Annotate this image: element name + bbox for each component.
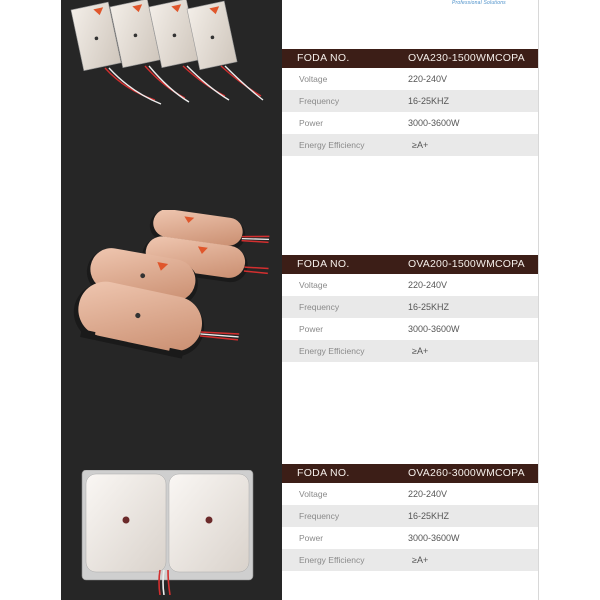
spec-header [282,464,538,483]
spec-key: Voltage [299,74,328,84]
spec-row-power [282,112,538,134]
spec-header [282,49,538,68]
spec-row-voltage [282,483,538,505]
spec-row-power [282,318,538,340]
spec-value: 16-25KHZ [408,302,450,312]
spec-row-energy-efficiency [282,134,538,156]
spec-key: Frequency [299,511,340,521]
spec-value: 220-240V [408,280,448,290]
spec-row-energy-efficiency [282,340,538,362]
spec-row-energy-efficiency [282,549,538,571]
brand-tagline: Professional Solutions [452,0,506,6]
spec-key: Energy Efficiency [299,140,365,150]
spec-value: 220-240V [408,74,448,84]
spec-value: 3000-3600W [408,324,460,334]
model-number: OVA200-1500WMCOPA [408,258,525,270]
spec-row-voltage [282,68,538,90]
spec-value: 3000-3600W [408,118,460,128]
spec-table-2 [282,255,538,362]
right-border-line [538,0,539,600]
spec-value: ≥A+ [412,555,429,565]
spec-row-frequency [282,296,538,318]
spec-table-3 [282,464,538,571]
spec-value: ≥A+ [412,140,429,150]
spec-row-frequency [282,90,538,112]
spec-key: Frequency [299,96,340,106]
spec-value: 220-240V [408,489,448,499]
spec-row-voltage [282,274,538,296]
spec-table-1 [282,49,538,156]
spec-key: Energy Efficiency [299,346,365,356]
foda-no-label: FODA NO. [297,258,350,270]
spec-key: Voltage [299,280,328,290]
spec-header [282,255,538,274]
product-image-2 [64,210,279,370]
spec-value: 16-25KHZ [408,511,450,521]
product-image-3 [80,470,255,595]
spec-key: Frequency [299,302,340,312]
spec-value: ≥A+ [412,346,429,356]
model-number: OVA230-1500WMCOPA [408,52,525,64]
spec-key: Power [299,324,324,334]
spec-key: Voltage [299,489,328,499]
spec-value: 16-25KHZ [408,96,450,106]
foda-no-label: FODA NO. [297,52,350,64]
spec-key: Power [299,118,324,128]
product-image-1 [65,0,275,115]
spec-key: Energy Efficiency [299,555,365,565]
spec-row-power [282,527,538,549]
lead-wires-1 [105,66,263,104]
spec-value: 3000-3600W [408,533,460,543]
model-number: OVA260-3000WMCOPA [408,467,525,479]
spec-row-frequency [282,505,538,527]
spec-key: Power [299,533,324,543]
foda-no-label: FODA NO. [297,467,350,479]
